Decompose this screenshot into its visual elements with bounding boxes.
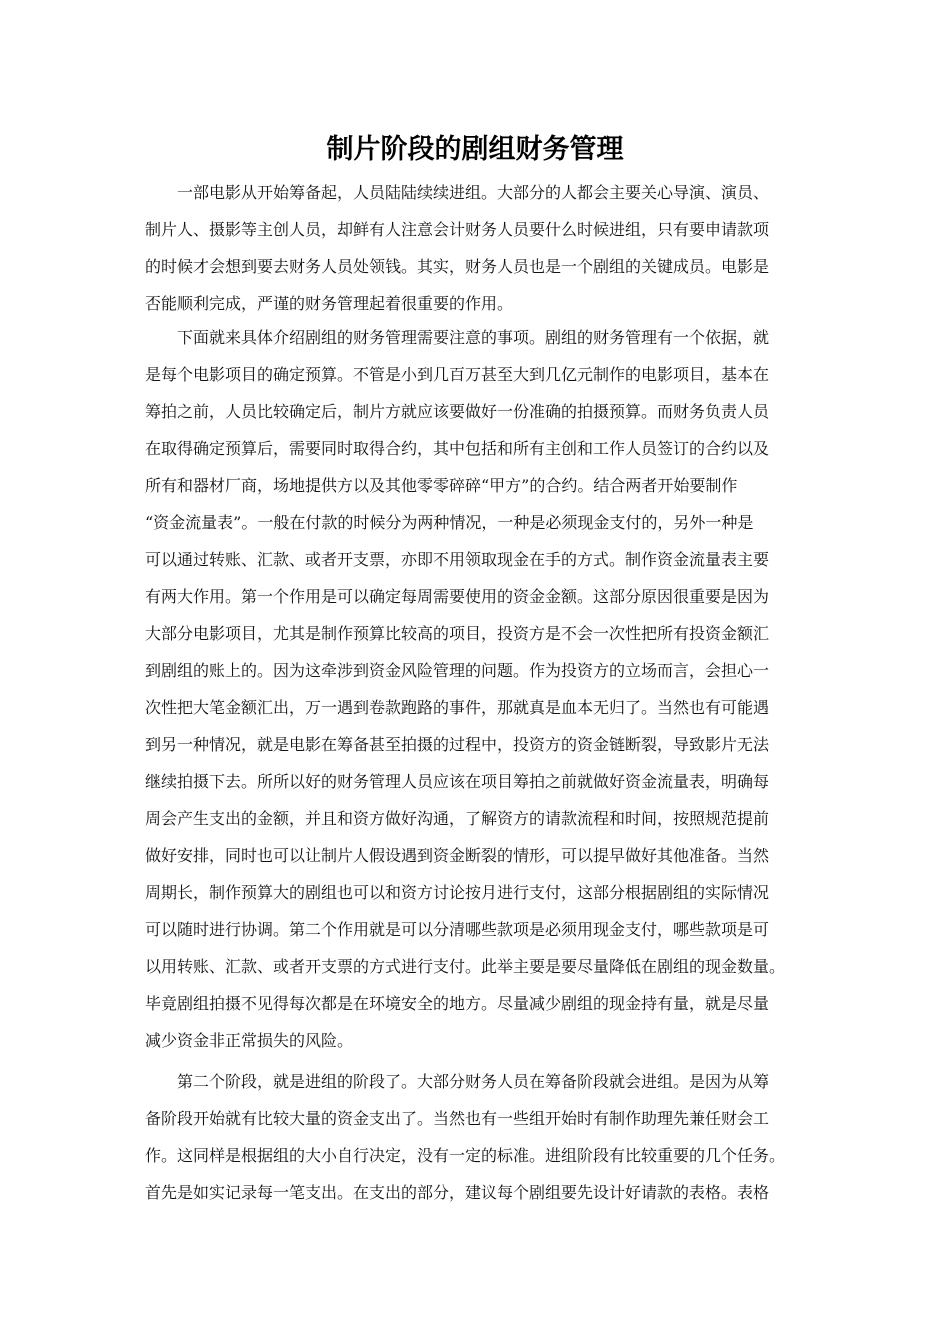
text-line: 大部分电影项目，尤其是制作预算比较高的项目，投资方是不会一次性把所有投资金额汇 bbox=[145, 624, 770, 643]
text-line: 是每个电影项目的确定预算。不管是小到几百万甚至大到几亿元制作的电影项目，基本在 bbox=[145, 365, 770, 384]
paragraph-intro bbox=[145, 174, 815, 322]
text-line: 第二个阶段，就是进组的阶段了。大部分财务人员在筹备阶段就会进组。是因为从筹 bbox=[177, 1072, 770, 1091]
paragraph-second-stage bbox=[145, 1063, 815, 1211]
text-line: 所有和器材厂商，场地提供方以及其他零零碎碎“甲方”的合约。结合两者开始要制作 bbox=[145, 476, 738, 495]
text-line: 否能顺利完成，严谨的财务管理起着很重要的作用。 bbox=[145, 294, 514, 313]
text-line: 继续拍摄下去。所所以好的财务管理人员应该在项目筹拍之前就做好资金流量表，明确每 bbox=[145, 772, 770, 791]
text-line: 筹拍之前，人员比较确定后，制片方就应该要做好一份准确的拍摄预算。而财务负责人员 bbox=[145, 402, 770, 421]
text-line: 备阶段开始就有比较大量的资金支出了。当然也有一些组开始时有制作助理先兼任财会工 bbox=[145, 1109, 770, 1128]
text-line: 到剧组的账上的。因为这牵涉到资金风险管理的问题。作为投资方的立场而言，会担心一 bbox=[145, 661, 770, 680]
text-line: 下面就来具体介绍剧组的财务管理需要注意的事项。剧组的财务管理有一个依据，就 bbox=[177, 328, 770, 347]
text-line: 在取得确定预算后，需要同时取得合约，其中包括和所有主创和工作人员签订的合约以及 bbox=[145, 439, 770, 458]
text-line: 的时候才会想到要去财务人员处领钱。其实，财务人员也是一个剧组的关键成员。电影是 bbox=[145, 257, 770, 276]
text-line: 到另一种情况，就是电影在筹备甚至拍摄的过程中，投资方的资金链断裂，导致影片无法 bbox=[145, 735, 770, 754]
text-line: 可以随时进行协调。第二个作用就是可以分清哪些款项是必须用现金支付，哪些款项是可 bbox=[145, 920, 770, 939]
text-line: 毕竟剧组拍摄不见得每次都是在环境安全的地方。尽量减少剧组的现金持有量，就是尽量 bbox=[145, 994, 770, 1013]
document-title: 制片阶段的剧组财务管理 bbox=[326, 134, 624, 165]
text-line: 做好安排，同时也可以让制片人假设遇到资金断裂的情形，可以提早做好其他准备。当然 bbox=[145, 846, 770, 865]
paragraph-budget bbox=[145, 319, 815, 1059]
text-line: 以用转账、汇款、或者开支票的方式进行支付。此举主要是要尽量降低在剧组的现金数量。 bbox=[145, 957, 786, 976]
text-line: 作。这同样是根据组的大小自行决定，没有一定的标准。进组阶段有比较重要的几个任务。 bbox=[145, 1146, 786, 1165]
text-line: 可以通过转账、汇款、或者开支票，亦即不用领取现金在手的方式。制作资金流量表主要 bbox=[145, 550, 770, 569]
text-line: 首先是如实记录每一笔支出。在支出的部分，建议每个剧组要先设计好请款的表格。表格 bbox=[145, 1183, 770, 1202]
text-line: 次性把大笔金额汇出，万一遇到卷款跑路的事件，那就真是血本无归了。当然也有可能遇 bbox=[145, 698, 770, 717]
text-line: “资金流量表”。一般在付款的时候分为两种情况，一种是必须现金支付的，另外一种是 bbox=[145, 513, 754, 532]
text-line: 有两大作用。第一个作用是可以确定每周需要使用的资金金额。这部分原因很重要是因为 bbox=[145, 587, 770, 606]
text-line: 制片人、摄影等主创人员，却鲜有人注意会计财务人员要什么时候进组，只有要申请款项 bbox=[145, 220, 770, 239]
text-line: 一部电影从开始筹备起，人员陆陆续续进组。大部分的人都会主要关心导演、演员、 bbox=[177, 183, 770, 202]
text-line: 减少资金非正常损失的风险。 bbox=[145, 1031, 354, 1050]
text-line: 周会产生支出的金额，并且和资方做好沟通，了解资方的请款流程和时间，按照规范提前 bbox=[145, 809, 770, 828]
text-line: 周期长，制作预算大的剧组也可以和资方讨论按月进行支付，这部分根据剧组的实际情况 bbox=[145, 883, 770, 902]
